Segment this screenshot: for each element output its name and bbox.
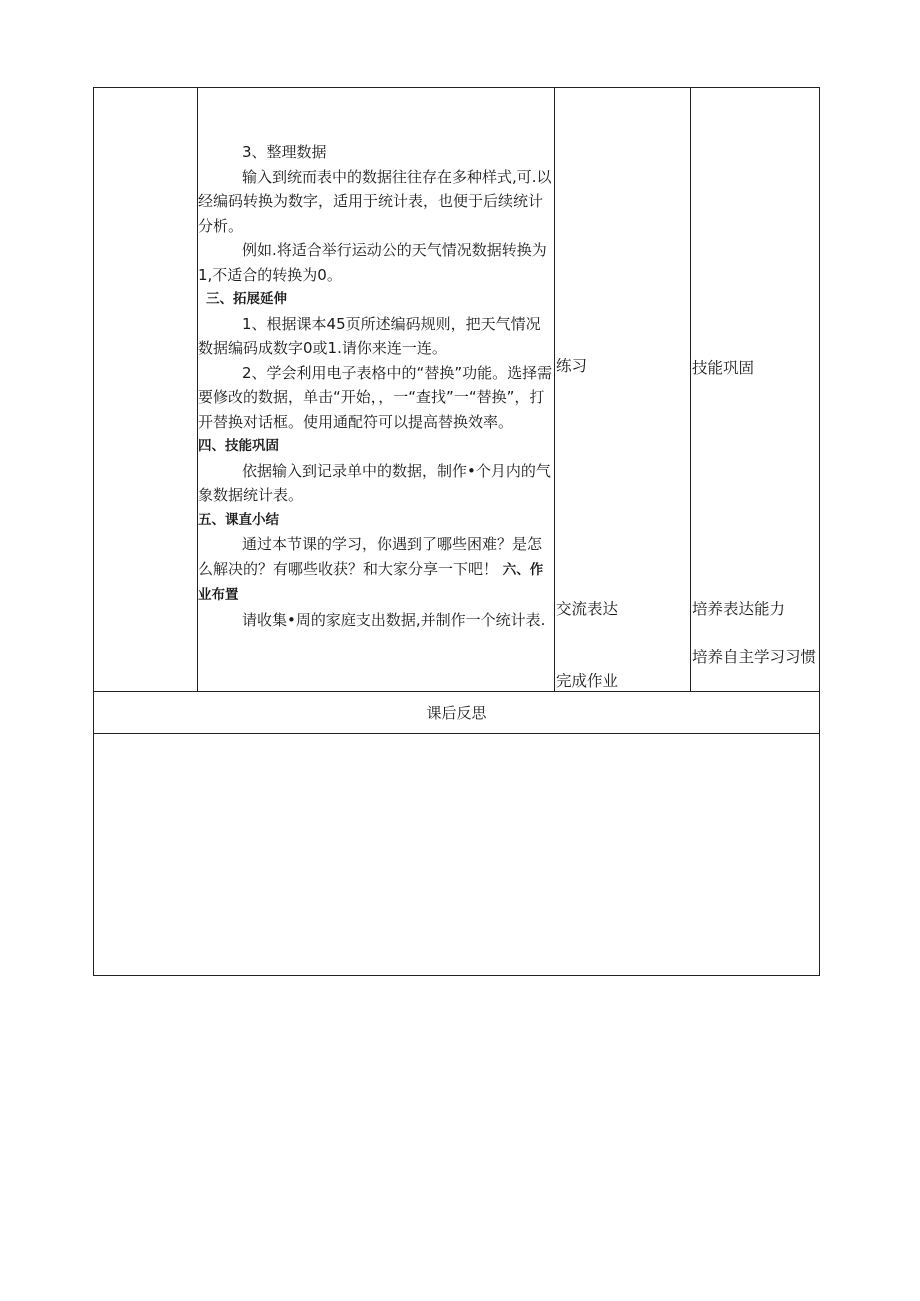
activity-homework: 完成作业 [556, 672, 619, 690]
column-divider-3 [690, 88, 691, 691]
teaching-content-cell [198, 140, 554, 632]
step3-paragraph-2: 例如.将适合举行运动公的天气情况数据转换为1,不适合的转换为0。 [198, 241, 547, 284]
section3-paragraph-1: 1、根据课本45页所述编码规则，把天气情况数据编码成数字0或1.请你来连一连。 [198, 314, 541, 357]
intent-self-study: 培养自主学习习惯 [692, 648, 817, 666]
reflection-body [94, 734, 819, 975]
section5-paragraph-1 [198, 532, 554, 608]
section6-paragraph-1: 请收集•周的家庭支出数据,并制作一个统计表. [242, 610, 546, 629]
empty-cell [94, 88, 197, 691]
section4-paragraph-1: 依据输入到记录单中的数据，制作•个月内的气象数据统计表。 [198, 461, 551, 504]
step3-paragraph-1: 输入到统而表中的数据往往存在多种样式,可.以经编码转换为数字，适用于统计表，也便于后续统计分析。 [198, 167, 552, 235]
reflection-title: 课后反思 [426, 703, 487, 722]
section3-heading: 三、拓展延伸 [206, 291, 287, 307]
activity-practice: 练习 [556, 357, 588, 375]
step3-title: 3、整理数据 [242, 143, 327, 161]
lesson-plan-table [93, 87, 820, 976]
column-divider-2 [554, 88, 555, 691]
section5-heading: 五、课直小结 [198, 511, 279, 528]
activity-communicate: 交流表达 [556, 600, 619, 618]
intent-expression: 培养表达能力 [692, 600, 786, 618]
intent-skill: 技能巩固 [692, 359, 755, 377]
section3-paragraph-2: 2、学会利用电子表格中的“替换”功能。选择需要修改的数据，单击“开始，，一“查找”一“替换”，打开替换对话框。使用通配符可以提高替换效率。 [198, 363, 553, 431]
section5-text: 通过本节课的学习，你遇到了哪些困难？是怎么解决的？有哪些收获？和大家分享一下吧！ [198, 535, 543, 578]
section4-heading: 四、技能巩固 [198, 438, 279, 454]
section6-heading: 六、作业布置 [198, 561, 544, 603]
